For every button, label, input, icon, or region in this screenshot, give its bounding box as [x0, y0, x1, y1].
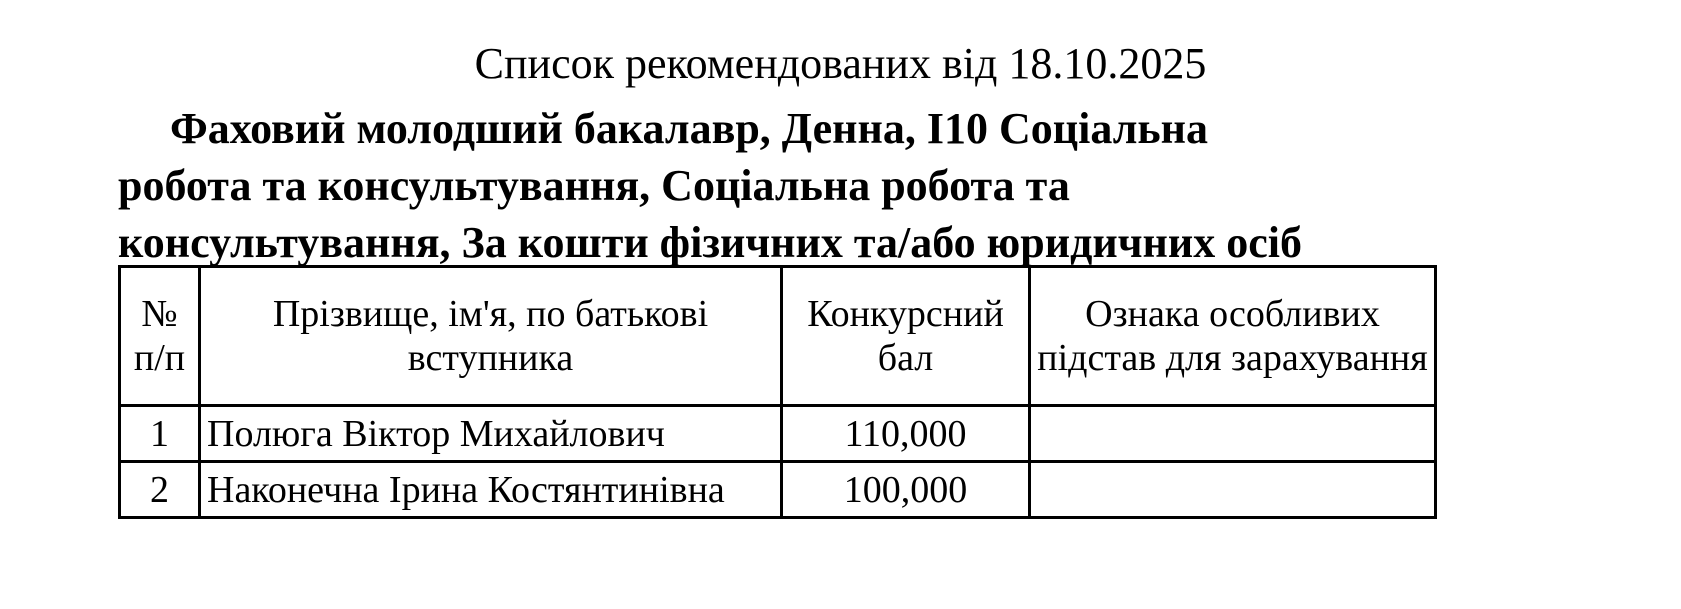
table-row	[120, 462, 1436, 518]
competitive-score: 100,000	[782, 462, 1030, 518]
header-name: Прізвище, ім'я, по батькові вступника	[200, 267, 782, 406]
recommended-applicants-table	[118, 265, 1437, 519]
table-row	[120, 406, 1436, 462]
header-score: Конкурсний бал	[782, 267, 1030, 406]
table-header-row	[120, 267, 1436, 406]
program-description-line: робота та консультування, Соціальна робота та	[118, 161, 1070, 210]
header-number: № п/п	[120, 267, 200, 406]
special-grounds	[1030, 462, 1436, 518]
competitive-score: 110,000	[782, 406, 1030, 462]
row-number: 2	[120, 462, 200, 518]
document-title: Список рекомендованих від 18.10.2025	[474, 39, 1207, 88]
program-description-line: консультування, За кошти фізичних та/або юридичних осіб	[118, 218, 1303, 267]
program-description	[118, 100, 1498, 271]
header-special-grounds: Ознака особливих підстав для зарахування	[1030, 267, 1436, 406]
applicant-name: Полюга Віктор Михайлович	[200, 406, 782, 462]
row-number: 1	[120, 406, 200, 462]
special-grounds	[1030, 406, 1436, 462]
program-description-line: Фаховий молодший бакалавр, Денна, І10 Соціальна	[170, 104, 1209, 153]
applicant-name: Наконечна Ірина Костянтинівна	[200, 462, 782, 518]
